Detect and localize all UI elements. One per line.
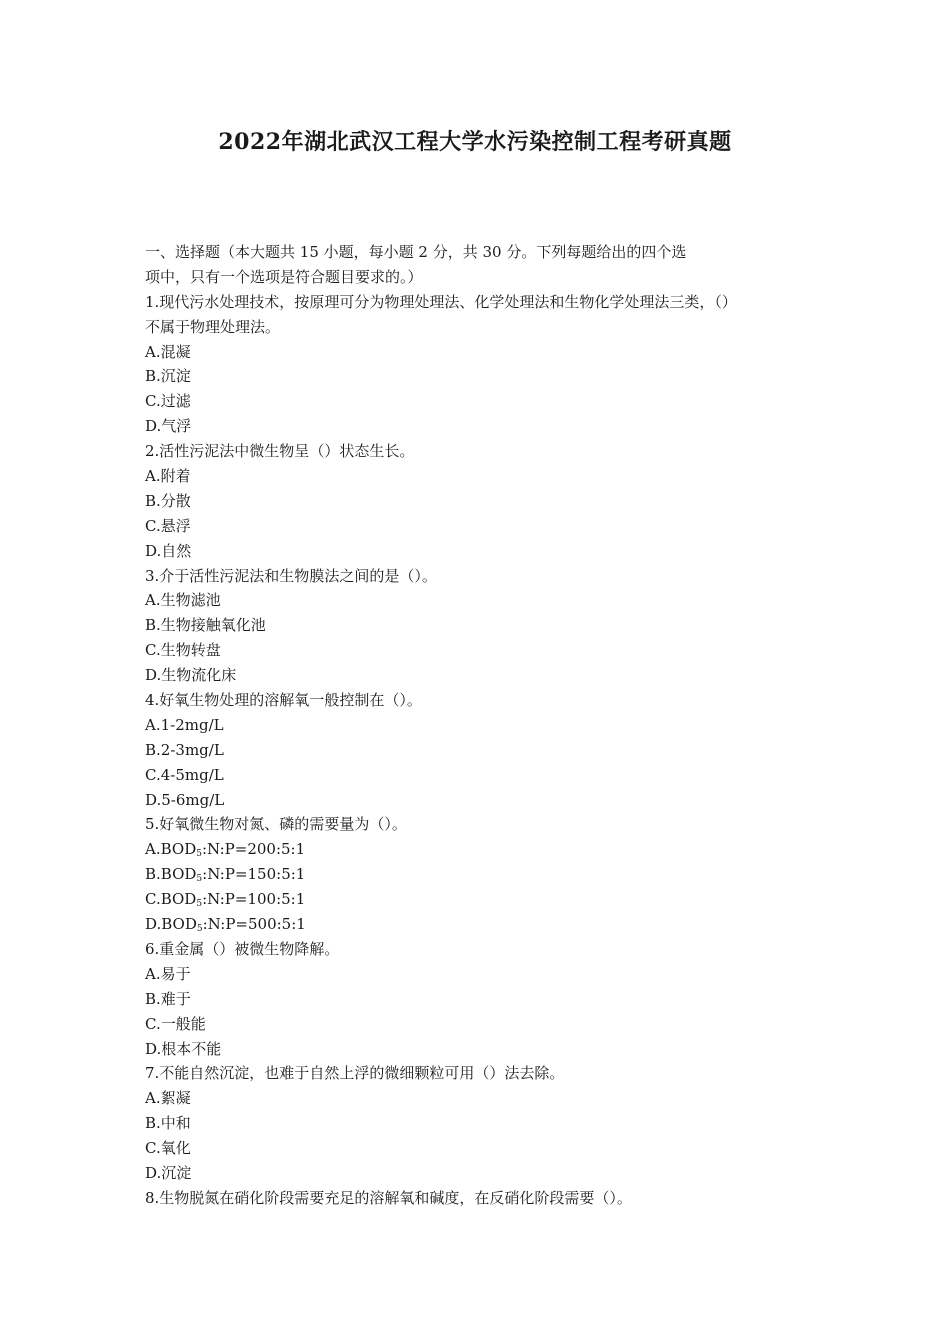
- line-text: D.自然: [145, 541, 192, 560]
- text-line-q3-b: [145, 613, 815, 638]
- subscript: 5: [196, 899, 203, 910]
- text-line-q1-c: [145, 389, 815, 414]
- text-line-q7-c: [145, 1136, 815, 1161]
- text-line-q8-stem: [145, 1186, 815, 1211]
- text-line-q2-b: [145, 489, 815, 514]
- line-text: D.根本不能: [145, 1039, 222, 1058]
- line-text-suffix: :N:P=100:5:1: [202, 890, 306, 909]
- line-text: D.生物流化床: [145, 666, 237, 685]
- line-text: 4.好氧生物处理的溶解氧一般控制在（）。: [145, 691, 422, 710]
- line-text: B.2-3mg/L: [145, 740, 224, 759]
- text-line-q4-stem: [145, 688, 815, 713]
- text-line-q3-c: [145, 638, 815, 663]
- page-title: 2022年湖北武汉工程大学水污染控制工程考研真题: [218, 129, 732, 155]
- text-line-q1-b: [145, 364, 815, 389]
- text-line-q5-stem: [145, 812, 815, 837]
- line-text: D.气浮: [145, 417, 192, 436]
- text-line-q4-c: [145, 763, 815, 788]
- line-text: B.难于: [145, 989, 191, 1008]
- text-line-q6-b: [145, 987, 815, 1012]
- line-text: 7.不能自然沉淀，也难于自然上浮的微细颗粒可用（）法去除。: [145, 1064, 565, 1083]
- line-text-prefix: D.BOD: [145, 915, 197, 934]
- line-text-prefix: C.BOD: [145, 890, 197, 909]
- line-text: A.附着: [145, 467, 191, 486]
- text-line-q2-a: [145, 464, 815, 489]
- exam-body: [145, 240, 815, 1211]
- line-text: 3.介于活性污泥法和生物膜法之间的是（）。: [145, 566, 437, 585]
- text-line-q7-stem: [145, 1061, 815, 1086]
- line-text: 1.现代污水处理技术，按原理可分为物理处理法、化学处理法和生物化学处理法三类，（）: [145, 292, 737, 311]
- line-text: 一、选择题（本大题共 15 小题，每小题 2 分，共 30 分。下列每题给出的四个选: [145, 243, 687, 261]
- line-text-prefix: B.BOD: [145, 865, 197, 884]
- line-text: D.沉淀: [145, 1163, 192, 1182]
- subscript: 5: [196, 874, 203, 885]
- subscript: 5: [196, 924, 203, 935]
- text-line-q1-stem-2: [145, 315, 815, 340]
- line-text-suffix: :N:P=150:5:1: [202, 865, 306, 884]
- line-text: B.沉淀: [145, 367, 191, 386]
- line-text: C.悬浮: [145, 516, 191, 535]
- line-text-prefix: A.BOD: [145, 840, 197, 859]
- text-line-q7-d: [145, 1161, 815, 1186]
- line-text: B.分散: [145, 491, 191, 510]
- text-line-q6-d: [145, 1037, 815, 1062]
- line-text: 不属于物理处理法。: [145, 317, 281, 336]
- text-line-q3-a: [145, 588, 815, 613]
- text-line-q2-c: [145, 514, 815, 539]
- text-line-q3-d: [145, 663, 815, 688]
- text-line-q5-b: [145, 862, 815, 887]
- text-line-intro-1: [145, 240, 815, 265]
- line-text: A.易于: [145, 964, 191, 983]
- text-line-q7-b: [145, 1111, 815, 1136]
- text-line-q6-a: [145, 962, 815, 987]
- text-line-q4-d: [145, 788, 815, 813]
- line-text: A.混凝: [145, 342, 191, 361]
- line-text: A.生物滤池: [145, 591, 221, 610]
- line-text: 6.重金属（）被微生物降解。: [145, 939, 340, 958]
- line-text: C.氧化: [145, 1139, 191, 1158]
- line-text-suffix: :N:P=200:5:1: [201, 840, 306, 859]
- text-line-q5-c: [145, 887, 815, 912]
- text-line-q4-a: [145, 713, 815, 738]
- text-line-q7-a: [145, 1086, 815, 1111]
- line-text: 2.活性污泥法中微生物呈（）状态生长。: [145, 442, 415, 461]
- line-text: A.絮凝: [145, 1089, 191, 1108]
- text-line-q6-stem: [145, 937, 815, 962]
- line-text: C.4-5mg/L: [145, 765, 224, 784]
- line-text: C.过滤: [145, 392, 191, 411]
- line-text-suffix: :N:P=500:5:1: [202, 915, 306, 934]
- text-line-q1-d: [145, 414, 815, 439]
- line-text: 5.好氧微生物对氮、磷的需要量为（）。: [145, 815, 407, 834]
- text-line-q6-c: [145, 1012, 815, 1037]
- text-line-q2-stem: [145, 439, 815, 464]
- line-text: 项中，只有一个选项是符合题目要求的。）: [145, 267, 423, 286]
- line-text: 8.生物脱氮在硝化阶段需要充足的溶解氧和碱度，在反硝化阶段需要（）。: [145, 1188, 632, 1207]
- line-text: A.1-2mg/L: [145, 715, 224, 734]
- text-line-q5-a: [145, 837, 815, 862]
- line-text: B.中和: [145, 1114, 191, 1133]
- line-text: B.生物接触氧化池: [145, 616, 266, 635]
- text-line-q3-stem: [145, 564, 815, 589]
- text-line-q1-stem-1: [145, 290, 815, 315]
- line-text: D.5-6mg/L: [145, 790, 225, 809]
- line-text: C.一般能: [145, 1014, 206, 1033]
- text-line-q4-b: [145, 738, 815, 763]
- text-line-intro-2: [145, 265, 815, 290]
- text-line-q1-a: [145, 340, 815, 365]
- text-line-q5-d: [145, 912, 815, 937]
- text-line-q2-d: [145, 539, 815, 564]
- subscript: 5: [196, 849, 202, 860]
- line-text: C.生物转盘: [145, 641, 221, 660]
